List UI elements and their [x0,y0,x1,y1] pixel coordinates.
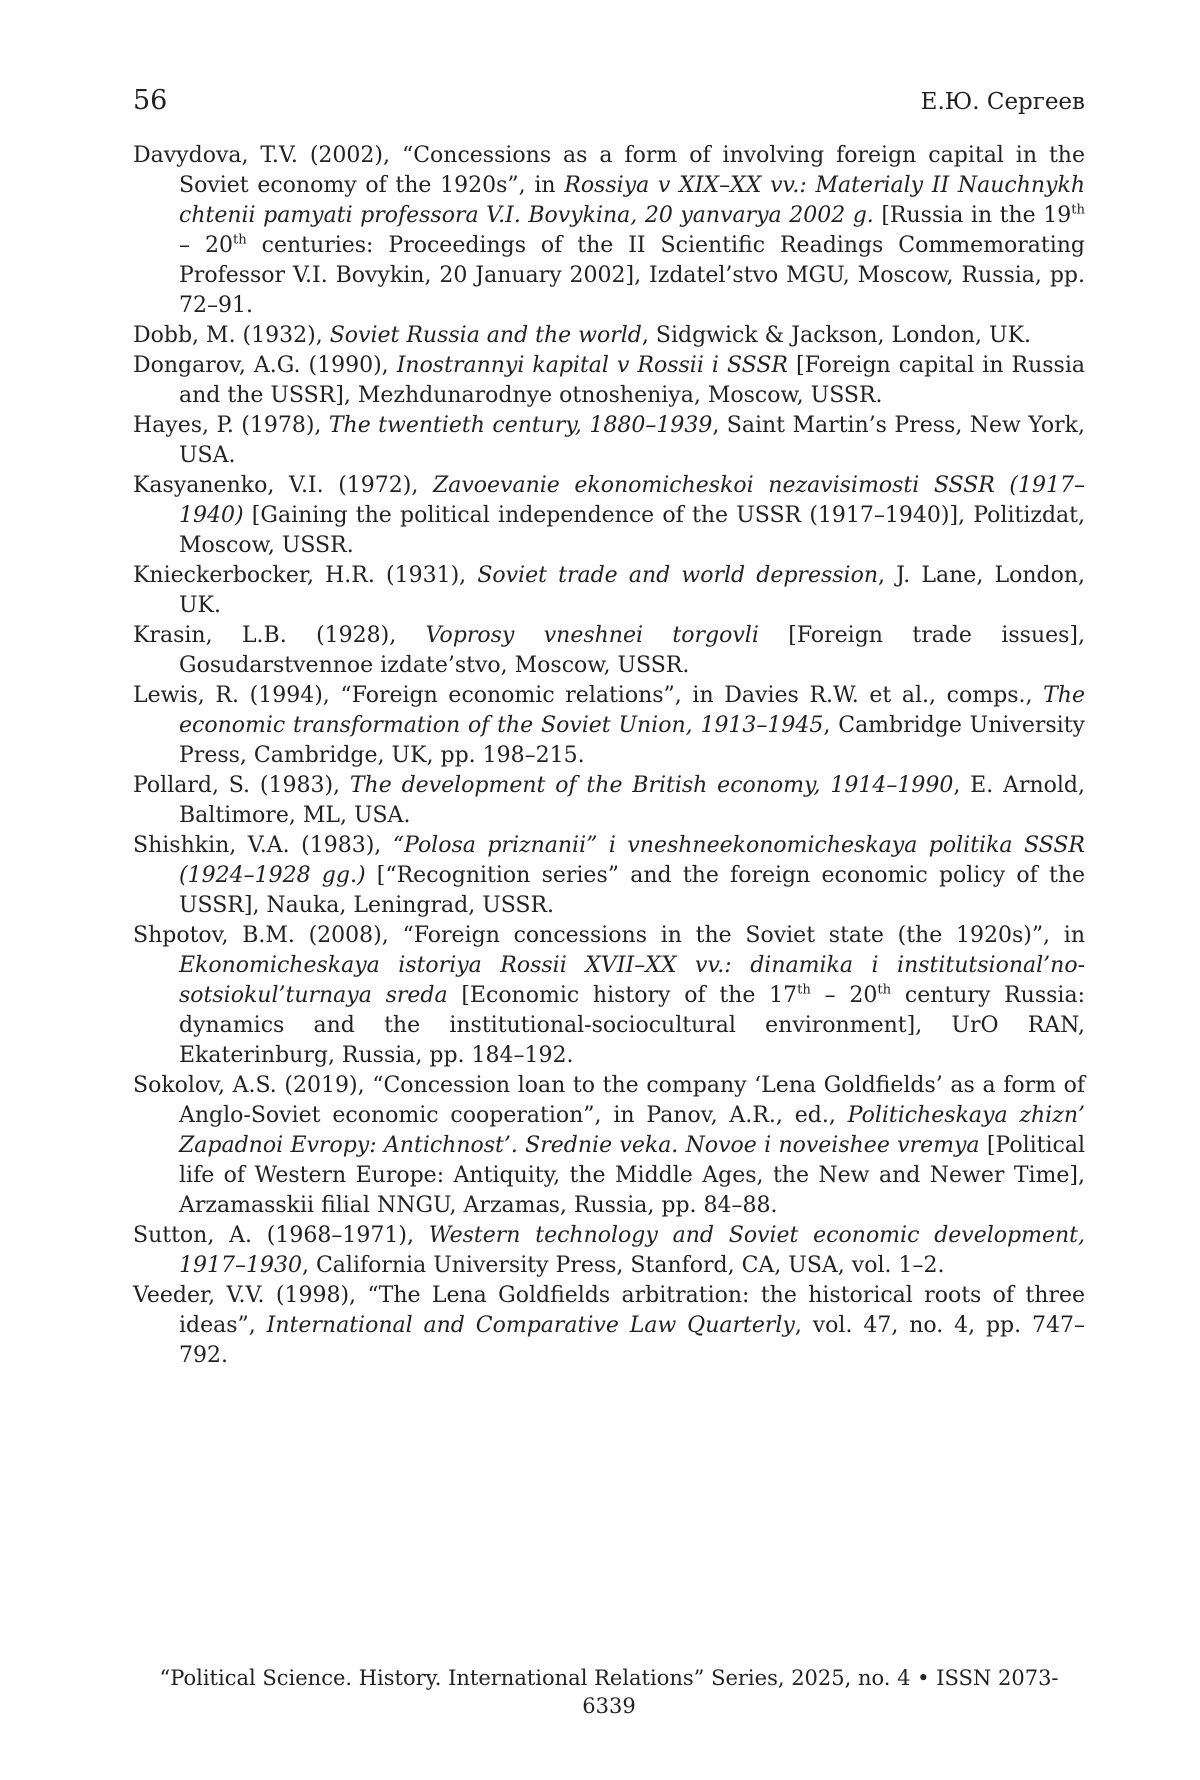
reference-title-italic: Western technology and Soviet economic development, 1917–1930 [179,1223,1085,1278]
reference-entry [133,1221,1085,1281]
reference-text: Knieckerbocker, H.R. (1931), [133,563,478,588]
ordinal-superscript: th [1071,202,1086,218]
reference-entry [133,141,1085,321]
reference-entry [133,1071,1085,1221]
reference-text: , California University Press, Stanford, CA, USA, vol. 1–2. [301,1253,945,1278]
reference-text: Kasyanenko, V.I. (1972), [133,473,433,498]
reference-entry [133,561,1085,621]
reference-text: Veeder, V.V. (1998), “The Lena Goldfields arbitration: the historical roots of three ideas”, [133,1283,1085,1338]
reference-text: – 20 [810,983,878,1008]
reference-text: Sutton, A. (1968–1971), [133,1223,429,1248]
reference-entry [133,471,1085,561]
reference-text: [Gaining the political independence of the USSR (1917–1940)], Politizdat, Moscow, USSR. [179,503,1085,558]
reference-text: Shpotov, B.M. (2008), “Foreign concessions in the Soviet state (the 1920s)”, in [133,923,1085,948]
reference-text: centuries: Proceedings of the II Scientific Readings Commemorating Professor V.I. Bovykin, 20 January 2002], Izdatel’stvo MGU, Moscow, Russia, pp. 72–91. [179,233,1085,318]
page-header [133,84,1085,119]
reference-text: , Saint Martin’s Press, New York, USA. [179,413,1085,468]
reference-entry [133,351,1085,411]
reference-text: , vol. 47, no. 4, pp. 747–792. [179,1313,1086,1368]
reference-text: Davydova, T.V. (2002), “Concessions as a form of involving foreign capital in the Soviet economy of the 1920s”, in [133,143,1085,198]
reference-title-italic: Soviet trade and world depression [477,563,878,588]
reference-entry [133,771,1085,831]
reference-list [133,141,1085,1371]
reference-entry [133,321,1085,351]
ordinal-superscript: th [797,982,811,998]
reference-title-italic: The twentieth century, 1880–1939 [328,413,713,438]
reference-text: [Political life of Western Europe: Antiquity, the Middle Ages, the New and Newer Time], Arzamasskii filial NNGU, Arzamas, Russia, pp. 84–88. [179,1133,1086,1218]
running-head-author: Е.Ю. Сергеев [920,89,1085,115]
reference-title-italic: Zavoevanie ekonomicheskoi nezavisimosti SSSR (1917–1940) [179,473,1085,528]
reference-title-italic: “Polosa priznanii” i vneshneekonomicheskaya politika SSSR (1924–1928 gg.) [179,833,1085,888]
reference-text: [Foreign trade issues], Gosudarstvennoe izdate’stvo, Moscow, USSR. [179,623,1085,678]
reference-text: , Cambridge University Press, Cambridge, UK, pp. 198–215. [179,713,1085,768]
reference-title-italic: Ekonomicheskaya istoriya Rossii XVII–XX vv.: dinamika i institutsional’no-sotsiokul’turnaya sreda [179,953,1085,1008]
reference-text: Shishkin, V.A. (1983), [133,833,393,858]
reference-title-italic: The development of the British economy, 1914–1990 [349,773,954,798]
reference-text: Dongarov, A.G. (1990), [133,353,397,378]
ordinal-superscript: th [232,232,247,248]
reference-text: Sokolov, A.S. (2019), “Concession loan to the company ‘Lena Goldfields’ as a form of Anglo-Soviet economic cooperation”, in Panov, A.R., ed., [133,1073,1085,1128]
reference-text: , E. Arnold, Baltimore, ML, USA. [179,773,1086,828]
reference-title-italic: Soviet Russia and the world [329,323,642,348]
page-footer: “Political Science. History. International Relations” Series, 2025, no. 4 • ISSN 2073-6339 [159,1666,1059,1718]
page-number: 56 [133,85,168,116]
reference-title-italic: Politicheskaya zhizn’ Zapadnoi Evropy: Antichnost’. Srednie veka. Novoe i noveishee vremya [179,1103,1085,1158]
reference-text: [Foreign capital in Russia and the USSR], Mezhdunarodnye otnosheniya, Moscow, USSR. [179,353,1085,408]
reference-text: Pollard, S. (1983), [133,773,350,798]
reference-text: , Sidgwick & Jackson, London, UK. [641,323,1032,348]
reference-text: [“Recognition series” and the foreign economic policy of the USSR], Nauka, Leningrad, USSR. [179,863,1086,918]
reference-entry [133,411,1085,471]
reference-title-italic: Voprosy vneshnei torgovli [425,623,759,648]
reference-entry [133,831,1085,921]
reference-text: century Russia: dynamics and the institutional-sociocultural environment], UrO RAN, Ekaterinburg, Russia, pp. 184–192. [179,983,1085,1068]
reference-entry [133,921,1085,1071]
reference-title-italic: Inostrannyi kapital v Rossii i SSSR [396,353,788,378]
reference-text: – 20 [179,233,233,258]
reference-text: Hayes, P. (1978), [133,413,329,438]
reference-text: Lewis, R. (1994), “Foreign economic relations”, in Davies R.W. et al., comps., [133,683,1044,708]
reference-title-italic: The economic transformation of the Soviet Union, 1913–1945 [179,683,1085,738]
reference-title-italic: Rossiya v XIX–XX vv.: Materialy II Nauchnykh chtenii pamyati professora V.I. Bovykina, 20 yanvarya 2002 g. [179,173,1085,228]
reference-text: [Russia in the 19 [873,203,1072,228]
reference-entry [133,681,1085,771]
reference-entry [133,1281,1085,1371]
reference-text: [Economic history of the 17 [447,983,798,1008]
ordinal-superscript: th [877,982,892,998]
reference-text: Dobb, M. (1932), [133,323,330,348]
reference-title-italic: International and Comparative Law Quarterly [266,1313,795,1338]
reference-text: Krasin, L.B. (1928), [133,623,426,648]
reference-entry [133,621,1085,681]
reference-text: , J. Lane, London, UK. [179,563,1085,618]
